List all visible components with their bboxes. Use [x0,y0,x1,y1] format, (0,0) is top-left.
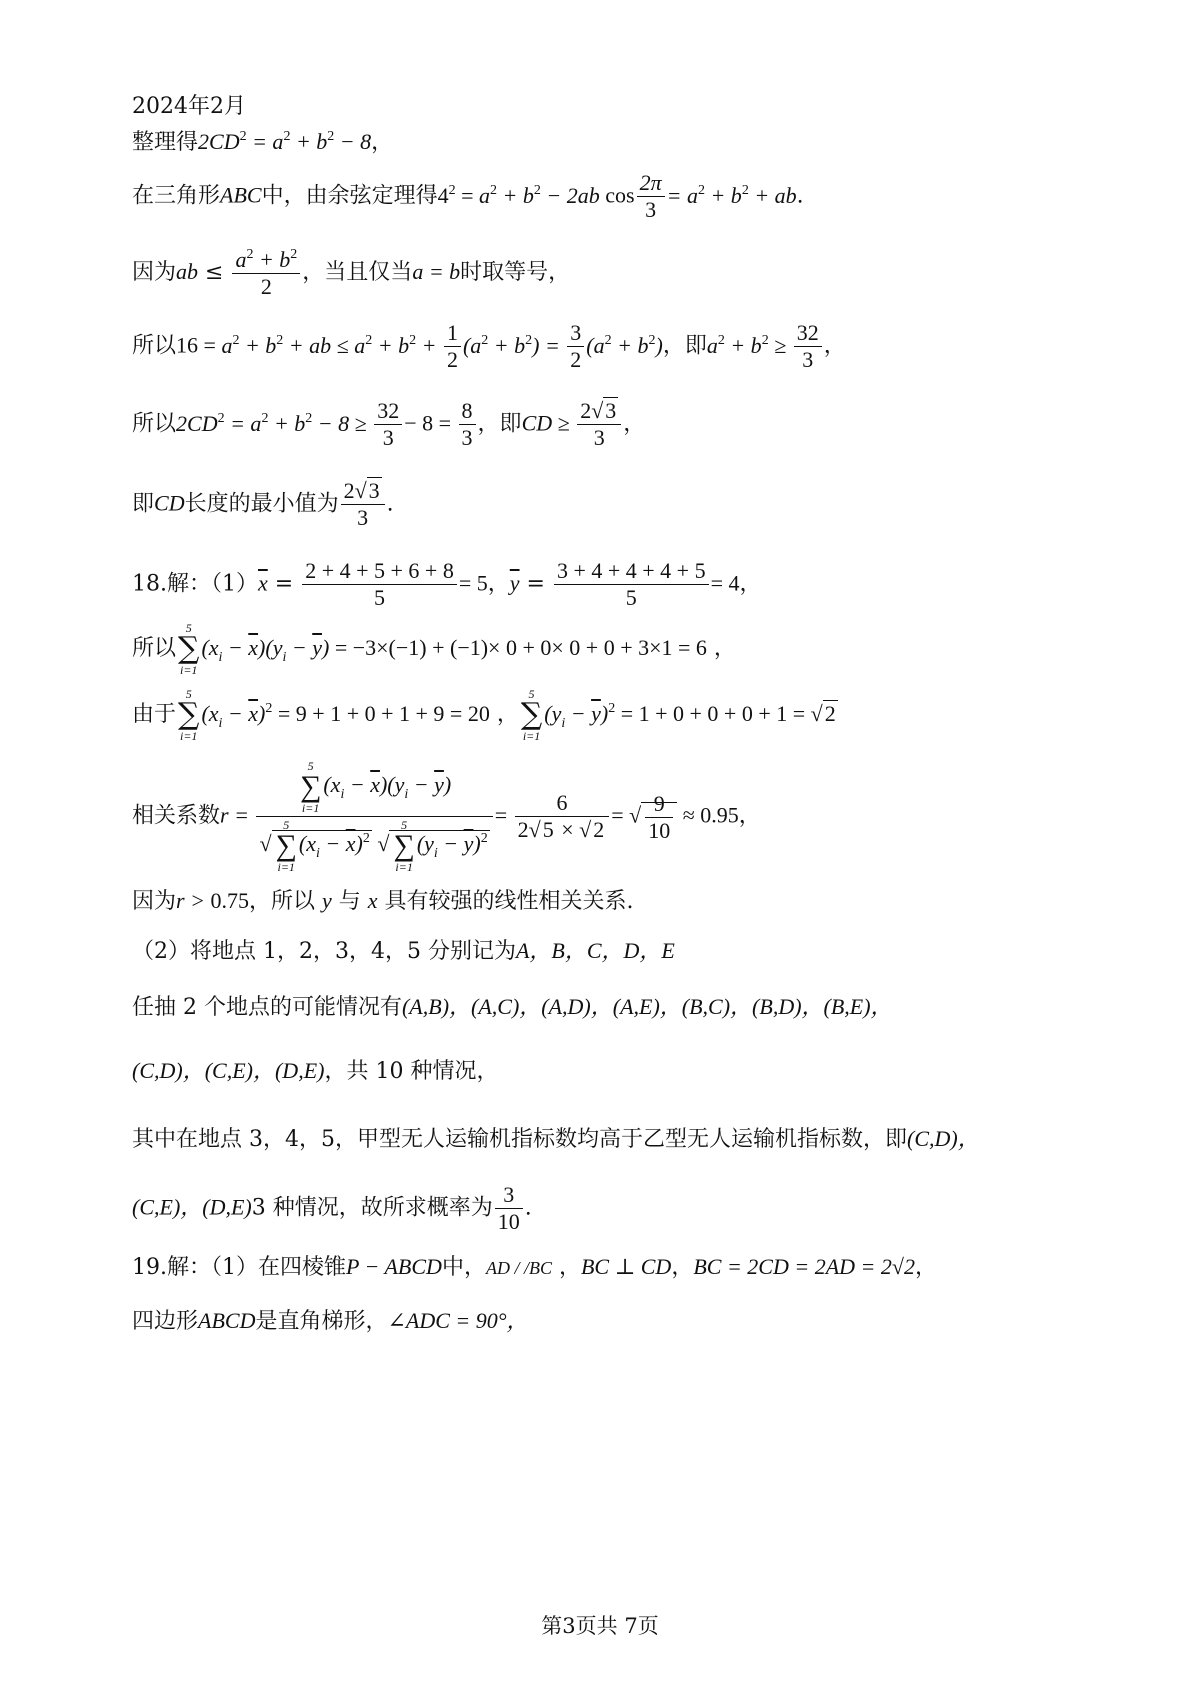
eq-line-18-2: 所以 5 ∑ i=1 $(x_i - \overline{x})(y_i - \overline{y}) = -3\times(-1) + (-1)\times 0 + 0\times 0 + 0 + 3\times 1 = 6$ ， [132,621,736,677]
label-text: ，所以 [248,889,315,914]
eq-line-18-10: (C,E)，(D,E)3 种情况，故所求概率为 $\frac{3}{10}$ . [132,1182,532,1234]
eq-line-18-1: 18.解：$(1)\overline{x}$ = $\frac{2 + 4 + 5 + 6 + 8}{5}$ = 5，$\overline{y}$ = $\frac{3 + 4 + 4 + 4 + 5}{5}$ = 4， [132,558,762,610]
label-text: 是直角梯形， [255,1309,388,1334]
pyramid-name: P − ABCD [346,1254,442,1279]
condition-lengths: BC = 2CD = 2AD = 2√2 [693,1254,915,1279]
label-text: 其中在地点 3，4，5，甲型无人运输机指标数均高于乙型无人运输机指标数，即 [132,1127,907,1152]
point-letters: A，B，C，D，E [515,938,675,963]
page-number: 第3页共 7页 [541,1614,659,1638]
label-text: 长度的最小值为 [184,491,339,517]
label-text: 3 种情况，故所求概率为 [251,1195,493,1221]
case-list-3: (C,E)，(D,E) [132,1194,252,1220]
label-text: 所以 [132,411,177,437]
condition-parallel: AD / /BC [485,1258,552,1278]
label-text: 任抽 2 个地点的可能情况有 [132,995,402,1020]
eq-line-19-2 [132,1310,529,1333]
label-text: ，当且仅当 [302,260,413,285]
part-heading: （2）将地点 1，2，3，4，5 分别记为 [132,939,516,964]
eq-line-18-9 [132,1128,980,1151]
variable-x: x [367,888,378,913]
label-text: 所以 [132,636,177,661]
eq-line-18-5: 因为r > 0.75，所以 y 与 x 具有较强的线性相关关系. [132,888,634,914]
case-pair: (C,D)， [907,1126,980,1151]
label-text: 相关系数 [132,803,221,829]
triangle-name: ABC [220,182,262,208]
case-list-1: (A,B)，(A,C)，(A,D)，(A,E)，(B,C)，(B,D)，(B,E)， [401,994,893,1019]
label-text: 时取等号， [460,260,571,285]
label-text: 中， [441,1255,486,1280]
label-text: 在三角形 [132,183,221,209]
label-text: 具有较强的线性相关关系. [384,889,634,914]
question-heading: 19.解：（1）在四棱锥 [132,1255,346,1280]
label-text: 即 [132,491,155,517]
document-date: 2024年2月 [132,94,246,119]
eq-line-18-6 [132,940,675,963]
label-text: ，即 [662,333,707,359]
eq-line-4: 所以$16 = a^2 + b^2$ + ab ≤ $a^2 + b^2$ + $\frac{1}{2}$ $(a^2 + b^2)$ = $\frac{3}{2}$ $(a^2 + b^2)$，即$a^2 + b^2$ ≥ $\frac{32}{3}$ ， [132,320,846,372]
eq-line-3: 因为ab ≤ $\frac{a^2 + b^2}{2}$ ，当且仅当a = b时取等号， [132,247,571,299]
eq-line-19-1: 19.解：（1）在四棱锥P − ABCD中，AD / /BC ，BC ⊥ CD，BC = 2CD = 2AD = 2√2， [132,1254,937,1280]
eq-line-2: 在三角形ABC中，由余弦定理得$4^2 = a^2 + b^2 - 2ab$ cos $\frac{2\pi}{3}$ = $a^2 + b^2$ + ab. [132,170,804,222]
eq-line-18-4: 相关系数r = 5 ∑ i=1 $(x_i - \overline{x})(y_i - \overline{y})$ √ 5 ∑ i=1 $(x_i - \overline{x})^2$ √ 5 ∑ i=1 $(y_i - \overline{y})^2$ = $\frac{6}{2√5 \times √2}$ = √ $\frac{9}{10}$ ≈ 0.95， [132,759,761,874]
label-text: 由于 [132,702,177,727]
label-text: 中，由余弦定理得 [261,183,438,209]
eq-line-6: 即CD长度的最小值为 $\frac{2√3}{3}$ . [132,478,394,530]
eq-line-18-8 [132,1060,498,1083]
eq-line-5: 所以$2CD^2 = a^2 + b^2 - 8$ ≥ $\frac{32}{3}$ − 8 = $\frac{8}{3}$ ，即CD ≥ $\frac{2√3}{3}$ ， [132,398,646,450]
eq-line-18-7 [132,996,893,1019]
eq-line-1: 整理得$2CD^2 = a^2 + b^2 - 8$， [132,129,394,155]
quadrilateral-name: ABCD [198,1308,256,1333]
label-text: 因为 [132,889,177,914]
label-text: 四边形 [132,1309,199,1334]
label-text: 所以 [132,333,177,359]
eq-line-18-3: 由于 5 ∑ i=1 $(x_i - \overline{x})^2 = 9 + 1 + 0 + 1 + 9 = 20$ ， 5 ∑ i=1 $(y_i - \overline{y})^2 = 1 + 0 + 0 + 0 + 1 = √2$ [132,687,836,743]
question-heading: 18.解：（1） [132,571,258,597]
case-list-2: (C,D)，(C,E)，(D,E) [132,1058,325,1083]
label-text: ，共 10 种情况， [324,1059,499,1084]
label-text: 与 [338,889,361,914]
condition-perpendicular: BC ⊥ CD [580,1254,672,1279]
angle-statement: ∠ADC = 90°， [387,1308,529,1333]
label-text: 整理得 [132,130,199,155]
variable-y: y [321,888,332,913]
label-text: ，即 [477,411,522,437]
segment-name: CD [154,490,185,516]
label-text: 因为 [132,260,177,285]
